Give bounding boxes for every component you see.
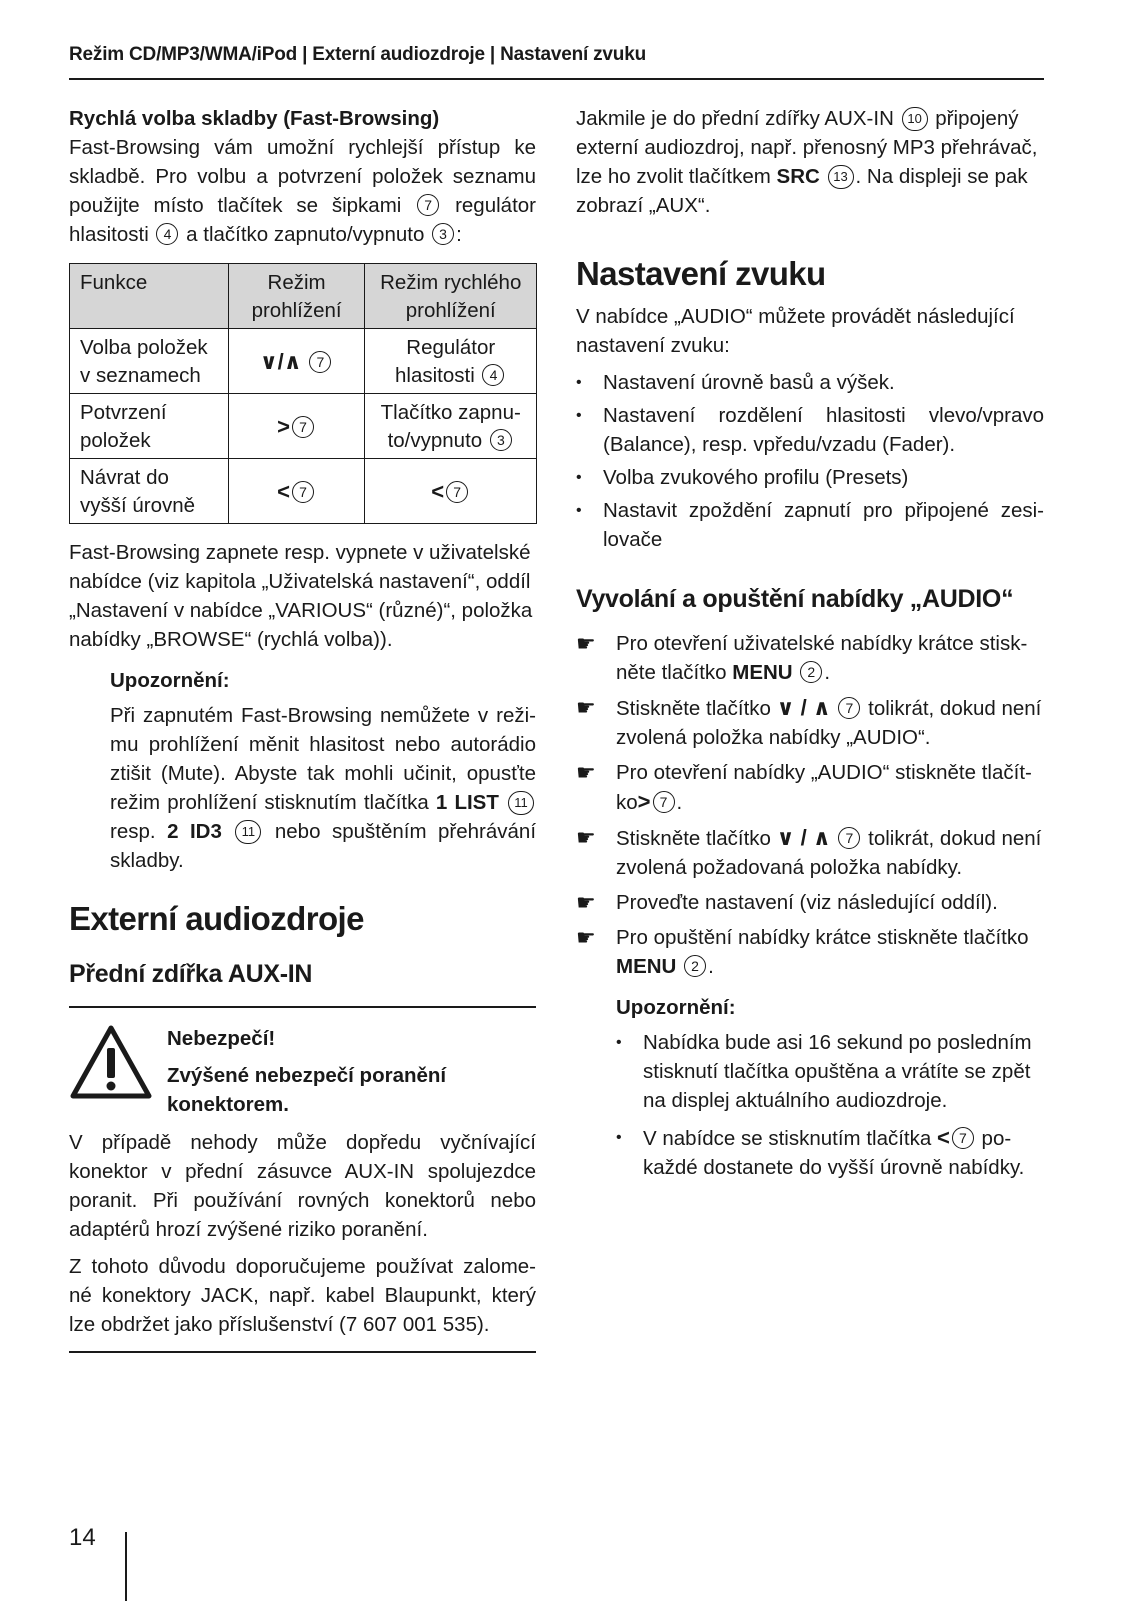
step-item [576,758,1044,817]
header-rule [69,78,1044,80]
ref-number: 2 [800,661,822,683]
list-item: • Nastavit zpoždění zapnutí pro připojené zesi-lovače [576,496,1044,554]
section-title-sound: Nastavení zvuku [576,255,826,292]
fb-intro-text-a: Fast-Browsing vám umožní rychlejší přístup ke skladbě. Pro volbu a potvrzení položek seznamu použijte místo tlačítek se šipkami [69,136,536,217]
note-text [110,701,536,875]
list-item: • Nabídka bude asi 16 sekund po posledním stisknutí tlačítka opuštěna a vrátíte se zpět na displej aktuálního audiozdroje. [616,1028,1044,1115]
pointing-hand-icon: ☛ [576,825,596,850]
note-list [616,1028,1044,1182]
table-cell: Volba položek v seznamech [70,329,229,394]
button-label: 1 LIST [435,791,499,814]
cell-text: Regulátor hlasitosti [395,336,496,387]
ref-number: 7 [838,697,860,719]
sound-settings-list [576,368,1044,554]
step-text: tolikrát, dokud není zvolená položka nabídky „AUDIO“. [616,697,1042,749]
aux-description [576,104,1044,220]
fast-browsing-table [69,263,537,524]
fast-browsing-toggle-text: Fast-Browsing zapnete resp. vypnete v uživatelské nabídce (viz kapitola „Uživatelská nastavení“, oddíl „Nastavení v nabídce „VARIOUS“ (různé)“, položka nabídky „BROWSE“ (rychlá volba)). [69,541,533,651]
ref-number: 7 [309,351,331,373]
pointing-hand-icon: ☛ [576,760,596,785]
ref-number: 7 [446,481,468,503]
ref-number: 13 [828,165,854,189]
table-cell [365,329,537,394]
warning-triangle-icon [69,1024,153,1100]
danger-header [69,1020,536,1122]
step-text: . [824,661,831,684]
table-row [70,329,537,394]
page-number: 14 [69,1524,96,1551]
button-label: 2 ID3 [167,820,222,843]
fb-intro-text-d: : [456,223,462,246]
table-row [70,394,537,459]
ref-number: 3 [490,429,512,451]
danger-box [69,1006,536,1353]
step-text: . [676,791,683,814]
step-text: Stiskněte tlačítko [616,827,771,850]
note-block [616,993,1044,1182]
pointing-hand-icon: ☛ [576,925,596,950]
section-title-external: Externí audiozdroje [69,900,364,937]
aux-text-a: Jakmile je do přední zdířky AUX-IN [576,107,894,130]
step-item [576,823,1044,882]
ref-number: 7 [292,481,314,503]
note-title: Upozornění: [110,669,230,692]
pointing-hand-icon: ☛ [576,695,596,720]
note-text-c: resp. [110,820,156,843]
table-cell [228,459,365,524]
danger-paragraph: Z tohoto důvodu doporučujeme používat zalome-né konektory JACK, např. kabel Blaupunkt, který lze obdržet jako příslušenství (7 607 001 535). [69,1255,536,1336]
list-item: • Volba zvukového profilu (Presets) [576,463,1044,492]
table-cell: Potvrzení položek [70,394,229,459]
left-arrow-icon: < [936,1125,950,1150]
list-item: • Nastavení rozdělení hlasitosti vlevo/vpravo (Balance), resp. vpředu/vzadu (Fader). [576,401,1044,459]
ref-number: 7 [653,791,675,813]
table-header-cell: Režim prohlížení [228,264,365,329]
step-text: Pro otevření nabídky „AUDIO“ stiskněte tlačít-ko [616,761,1032,814]
list-item: • Nastavení úrovně basů a výšek. [576,368,1044,397]
table-cell [365,394,537,459]
down-up-arrow-icon: ∨ / ∧ [776,695,831,720]
ref-number: 7 [417,194,439,216]
step-text: . [708,955,714,978]
ref-number: 7 [292,416,314,438]
sound-intro: V nabídce „AUDIO“ můžete provádět následující nastavení zvuku: [576,305,1015,357]
audio-menu-steps [576,629,1044,981]
note-block [110,666,536,875]
aux-text-c: . Na displeji se pak zobrazí „AUX“. [576,165,1028,217]
fb-intro-text-c: a tlačítko zapnuto/vypnuto [186,223,425,246]
table-header-row [70,264,537,329]
pointing-hand-icon: ☛ [576,631,596,656]
ref-number: 11 [508,791,534,815]
button-label: MENU [616,955,677,978]
right-arrow-icon: > [277,413,291,439]
step-text: Pro otevření uživatelské nabídky krátce stisk-něte tlačítko [616,632,1028,684]
table-header-cell: Režim rychlého prohlížení [365,264,537,329]
ref-number: 3 [432,223,454,245]
ref-number: 11 [235,820,261,844]
note-text: po-každé dostanete do vyšší úrovně nabídky. [643,1127,1025,1179]
note-title: Upozornění: [616,996,736,1019]
danger-text [167,1024,537,1119]
subsection-title-menu: Vyvolání a opuštění nabídky „AUDIO“ [576,585,1014,613]
table-header-cell: Funkce [70,264,229,329]
step-item [576,629,1044,687]
left-arrow-icon: < [277,478,291,504]
step-text: Proveďte nastavení (viz následující oddíl). [616,891,998,914]
down-up-arrow-icon: ∨ / ∧ [776,825,831,850]
note-text-a: Při zapnutém Fast-Browsing nemůžete v reži-mu prohlížení měnit hlasitost nebo autorádio ztišit (Mute). Abyste tak mohli učinit, opusťte režim prohlížení stisknutím tlačítka [110,704,536,814]
button-label: SRC [776,165,820,188]
right-arrow-icon: > [637,789,651,814]
aux-text-b: připojený externí audiozdroj, např. přenosný MP3 přehrávač, lze ho zvolit tlačítkem [576,107,1038,188]
step-item [576,693,1044,752]
button-label: MENU [732,661,793,684]
down-up-arrow-icon: ∨/∧ [259,348,302,374]
ref-number: 7 [952,1127,974,1149]
fb-intro-text-b: regulátor hlasitosti [69,194,536,246]
right-column [576,104,1044,1182]
step-item [576,923,1044,981]
ref-number: 2 [684,955,706,977]
ref-number: 4 [156,223,178,245]
step-item [576,888,1044,917]
danger-paragraph: V případě nehody může dopředu vyčnívající konektor v přední zásuvce AUX-IN spolujezdce poranit. Při používání rovných konektorů nebo adaptérů hrozí zvýšené riziko poranění. [69,1131,536,1241]
step-text: tolikrát, dokud není zvolená požadovaná položka nabídky. [616,827,1042,879]
note-text: V nabídce se stisknutím tlačítka [643,1127,932,1150]
subsection-title-aux: Přední zdířka AUX-IN [69,960,313,988]
table-cell [228,329,365,394]
step-text: Pro opuštění nabídky krátce stiskněte tlačítko [616,926,1029,949]
pointing-hand-icon: ☛ [576,890,596,915]
note-text-d: nebo spuštěním přehrávání skladby. [110,820,537,872]
table-cell [365,459,537,524]
ref-number: 7 [838,827,860,849]
step-text: Stiskněte tlačítko [616,697,771,720]
danger-title: Nebezpečí! [167,1027,276,1050]
danger-subtitle: Zvýšené nebezpečí poranění konektorem. [167,1064,447,1116]
list-item [616,1123,1044,1182]
ref-number: 10 [902,107,928,131]
left-arrow-icon: < [431,478,445,504]
table-row [70,459,537,524]
cell-text: Tlačítko zapnu-to/vypnuto [380,401,521,452]
left-column [69,104,536,1353]
table-cell: Návrat do vyšší úrovně [70,459,229,524]
fast-browsing-title: Rychlá volba skladby (Fast-Browsing) [69,107,440,130]
running-header: Režim CD/MP3/WMA/iPod | Externí audiozdroje | Nastavení zvuku [69,44,646,65]
ref-number: 4 [482,364,504,386]
table-cell [228,394,365,459]
fast-browsing-intro [69,133,536,249]
page-number-rule [125,1532,127,1601]
